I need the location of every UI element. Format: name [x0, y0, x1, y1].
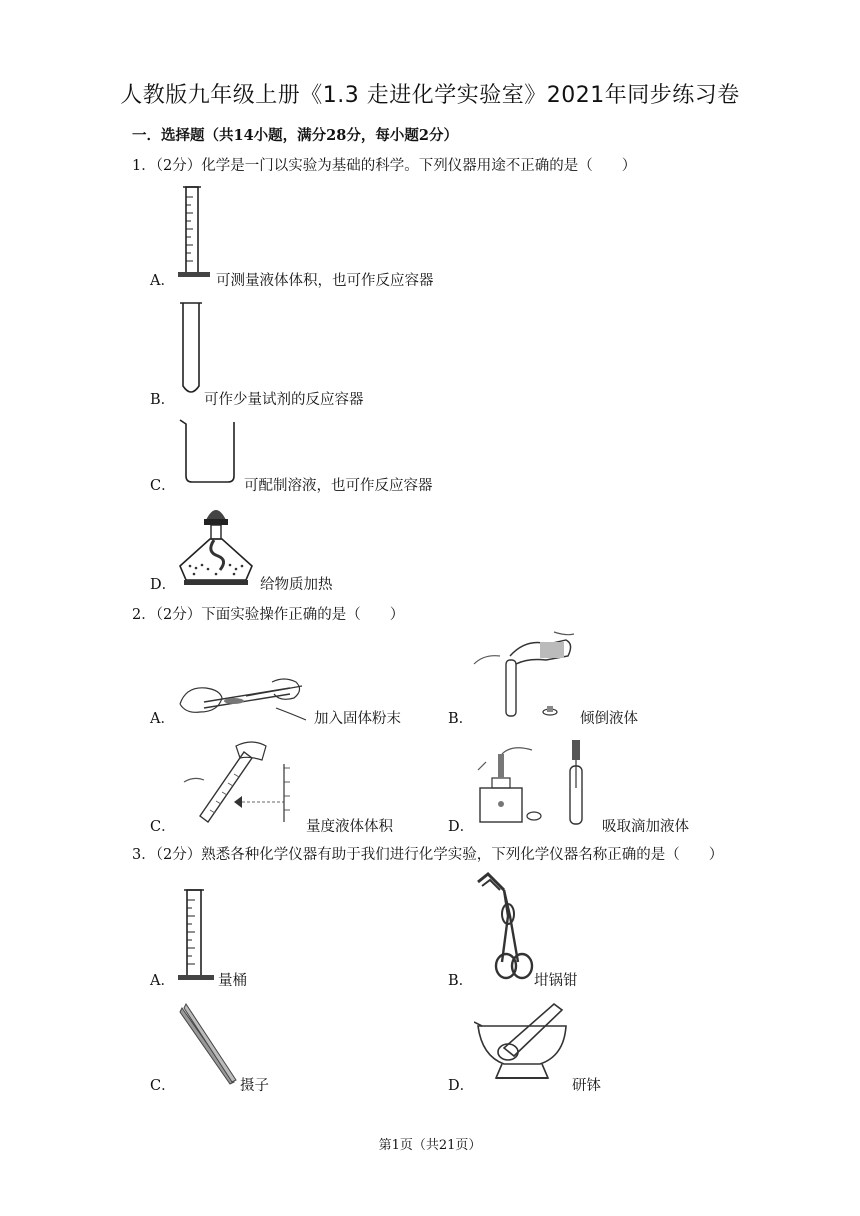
option-1b-label: B．: [150, 392, 176, 408]
option-1a-label: A．: [150, 273, 175, 289]
option-3c-label: C．: [150, 1078, 176, 1094]
mortar-pestle-icon: [474, 1000, 570, 1084]
test-tube-icon: [178, 300, 204, 400]
reading-cylinder-icon: [180, 738, 300, 826]
graduated-cylinder-icon: [176, 886, 216, 984]
option-1d-text: 给物质加热: [260, 577, 333, 593]
option-1c-label: C．: [150, 478, 176, 494]
question-3-stem: 3．（2分）熟悉各种化学仪器有助于我们进行化学实验，下列化学仪器名称正确的是（ ）: [132, 847, 724, 863]
option-3a-text: 量桶: [218, 973, 247, 989]
option-2b-label: B．: [448, 711, 474, 727]
option-3d-text: 研钵: [572, 1078, 601, 1094]
option-1a-text: 可测量液体体积，也可作反应容器: [216, 273, 434, 289]
option-1c-text: 可配制溶液，也可作反应容器: [244, 478, 433, 494]
option-3b-text: 坩锅钳: [534, 973, 578, 989]
option-2a-text: 加入固体粉末: [314, 711, 401, 727]
crucible-tongs-icon: [474, 870, 546, 982]
graduated-cylinder-icon: [176, 183, 212, 279]
option-1b-text: 可作少量试剂的反应容器: [204, 392, 364, 408]
option-3b-label: B．: [448, 973, 474, 989]
pouring-liquid-icon: [470, 630, 580, 722]
option-2a-label: A．: [150, 711, 175, 727]
dropper-icon: [472, 736, 596, 828]
section-heading: 一．选择题（共14小题，满分28分，每小题2分）: [132, 127, 458, 144]
option-2c-label: C．: [150, 819, 176, 835]
option-3a-label: A．: [150, 973, 175, 989]
option-1d-label: D．: [150, 577, 177, 593]
question-2-stem: 2．（2分）下面实验操作正确的是（ ）: [132, 607, 405, 623]
page-title: 人教版九年级上册《1.3 走进化学实验室》2021年同步练习卷: [120, 83, 740, 108]
option-2c-text: 量度液体体积: [306, 819, 393, 835]
option-2d-label: D．: [448, 819, 475, 835]
powder-adding-icon: [176, 668, 310, 724]
page-footer: 第1页（共21页）: [378, 1138, 482, 1153]
option-2d-text: 吸取滴加液体: [602, 819, 689, 835]
option-3d-label: D．: [448, 1078, 475, 1094]
tweezers-icon: [176, 1000, 242, 1088]
alcohol-lamp-icon: [176, 500, 256, 588]
beaker-icon: [176, 416, 242, 486]
option-2b-text: 倾倒液体: [580, 711, 638, 727]
option-3c-text: 摄子: [240, 1078, 269, 1094]
question-1-stem: 1．（2分）化学是一门以实验为基础的科学。下列仪器用途不正确的是（ ）: [132, 158, 637, 174]
